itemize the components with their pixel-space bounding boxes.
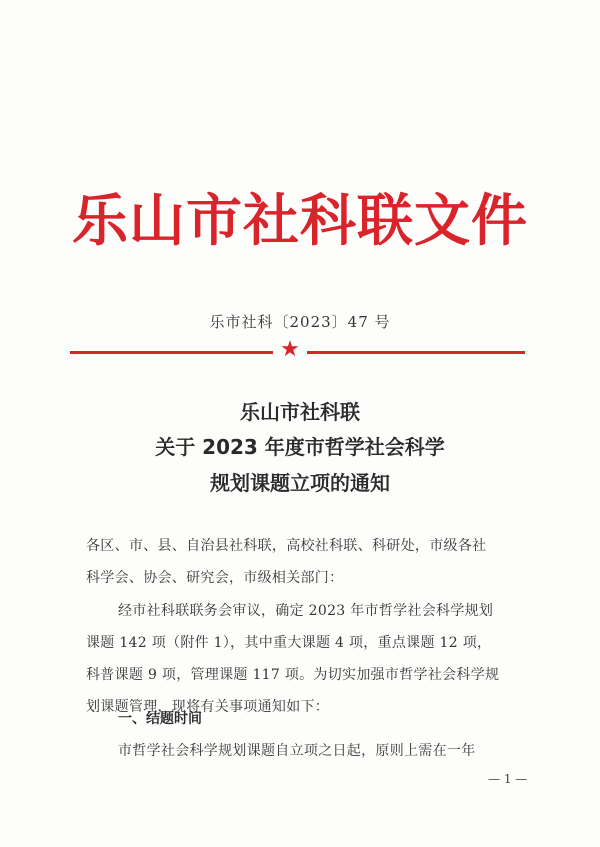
paragraph-1-line-4: 划课题管理，现将有关事项通知如下： [86, 699, 330, 715]
title-line-3: 规划课题立项的通知 [210, 471, 390, 495]
red-divider-right [307, 351, 525, 354]
title-line-1: 乐山市社科联 [240, 400, 360, 424]
paragraph-1-line-2: 课题 142 项（附件 1），其中重大课题 4 项，重点课题 12 项， [86, 635, 492, 651]
section-1-heading: 一、结题时间 [118, 711, 202, 727]
title-line-2: 关于 2023 年度市哲学社会科学 [155, 435, 445, 459]
star-icon: ★ [280, 337, 300, 362]
page-number: — 1 — [488, 772, 528, 786]
addressee-line-2: 科学会、协会、研究会，市级相关部门： [86, 570, 344, 586]
paragraph-1-line-3: 科普课题 9 项，管理课题 117 项。为切实加强市哲学社会科学规 [86, 667, 500, 683]
section-1-line-1: 市哲学社会科学规划课题自立项之日起，原则上需在一年 [118, 743, 476, 759]
addressee-line-1: 各区、市、县、自治县社科联，高校社科联、科研处，市级各社 [86, 538, 487, 554]
document-number: 乐市社科〔2023〕47 号 [209, 313, 391, 331]
red-divider-left [70, 351, 273, 354]
paragraph-1-line-1: 经市社科联联务会审议，确定 2023 年市哲学社会科学规划 [118, 603, 494, 619]
document-masthead: 乐山市社科联文件 [72, 188, 528, 254]
